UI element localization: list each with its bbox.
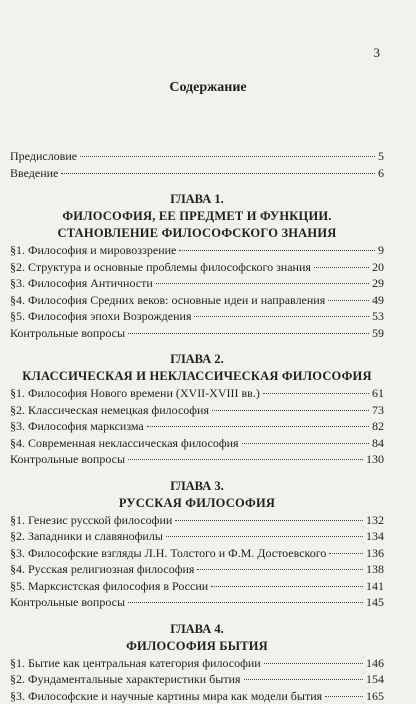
toc-entry-page: 134	[366, 528, 384, 545]
toc-entry	[10, 418, 384, 435]
toc-entry-title: §1. Философия и мировоззрение	[10, 242, 176, 259]
chapter-title: СТАНОВЛЕНИЕ ФИЛОСОФСКОГО ЗНАНИЯ	[10, 225, 384, 242]
toc-entry	[10, 594, 384, 611]
toc-entry	[10, 259, 384, 276]
dot-leader	[80, 156, 375, 157]
toc-entry-title: §4. Современная неклассическая философия	[10, 435, 239, 452]
chapter-heading	[10, 191, 384, 242]
toc-entry-page: 84	[372, 435, 384, 452]
chapter-title: КЛАССИЧЕСКАЯ И НЕКЛАССИЧЕСКАЯ ФИЛОСОФИЯ	[10, 368, 384, 385]
dot-leader	[242, 443, 369, 444]
chapter-label: ГЛАВА 2.	[10, 351, 384, 368]
toc-entry-page: 73	[372, 402, 384, 419]
toc-entry-page: 53	[372, 308, 384, 325]
toc-entry-title: §2. Западники и славянофилы	[10, 528, 163, 545]
toc-entry-page: 136	[366, 545, 384, 562]
toc-entry-title: §1. Философия Нового времени (XVII-XVIII вв.)	[10, 385, 260, 402]
toc-entry-page: 145	[366, 594, 384, 611]
toc-entry-page: 5	[378, 148, 384, 165]
toc-entry	[10, 528, 384, 545]
chapter-list	[10, 191, 384, 704]
toc-heading: Содержание	[0, 80, 416, 96]
toc-entry-page: 9	[378, 242, 384, 259]
toc-entry-title: Контрольные вопросы	[10, 325, 125, 342]
dot-leader	[128, 602, 363, 603]
toc-entry	[10, 402, 384, 419]
toc-entry-title: §3. Философские и научные картины мира как модели бытия	[10, 688, 322, 704]
toc-entry-page: 146	[366, 655, 384, 672]
toc-entry-title: §2. Фундаментальные характеристики бытия	[10, 671, 241, 688]
toc-entry-page: 61	[372, 385, 384, 402]
front-matter	[10, 148, 384, 181]
page-number: 3	[374, 45, 381, 61]
dot-leader	[61, 173, 375, 174]
toc-entry	[10, 308, 384, 325]
dot-leader	[147, 426, 369, 427]
toc-entry	[10, 561, 384, 578]
toc-entry	[10, 292, 384, 309]
chapter-label: ГЛАВА 3.	[10, 478, 384, 495]
dot-leader	[156, 283, 369, 284]
toc-entry	[10, 671, 384, 688]
dot-leader	[328, 300, 369, 301]
dot-leader	[194, 316, 369, 317]
toc-entry-page: 6	[378, 165, 384, 182]
toc-entry	[10, 578, 384, 595]
toc-entry-page: 154	[366, 671, 384, 688]
dot-leader	[212, 410, 369, 411]
toc-entry	[10, 325, 384, 342]
toc-entry-page: 132	[366, 512, 384, 529]
toc-entry	[10, 435, 384, 452]
toc-entry	[10, 512, 384, 529]
toc-entry-page: 141	[366, 578, 384, 595]
toc-entry-title: Контрольные вопросы	[10, 594, 125, 611]
toc-entry	[10, 165, 384, 182]
dot-leader	[314, 267, 369, 268]
chapter-heading	[10, 478, 384, 512]
toc-entry	[10, 655, 384, 672]
chapter-heading	[10, 351, 384, 385]
toc-entry-title: §3. Философия Античности	[10, 275, 153, 292]
toc-entry-title: §1. Бытие как центральная категория философии	[10, 655, 261, 672]
toc-entry	[10, 275, 384, 292]
toc-entry-title: §5. Марксистская философия в России	[10, 578, 208, 595]
toc-entry-title: §4. Русская религиозная философия	[10, 561, 194, 578]
toc-entry-page: 20	[372, 259, 384, 276]
toc-entry-title: §2. Классическая немецкая философия	[10, 402, 209, 419]
toc-entry-page: 49	[372, 292, 384, 309]
dot-leader	[264, 663, 363, 664]
dot-leader	[179, 250, 375, 251]
chapter-heading	[10, 621, 384, 655]
chapter-label: ГЛАВА 4.	[10, 621, 384, 638]
table-of-contents	[10, 148, 384, 704]
dot-leader	[263, 393, 369, 394]
dot-leader	[325, 696, 363, 697]
dot-leader	[128, 333, 369, 334]
dot-leader	[128, 459, 363, 460]
toc-entry	[10, 148, 384, 165]
toc-entry	[10, 385, 384, 402]
dot-leader	[329, 553, 363, 554]
chapter-title: ФИЛОСОФИЯ, ЕЕ ПРЕДМЕТ И ФУНКЦИИ.	[10, 208, 384, 225]
dot-leader	[211, 586, 363, 587]
dot-leader	[244, 679, 363, 680]
toc-entry	[10, 688, 384, 704]
toc-entry	[10, 451, 384, 468]
toc-entry-title: §5. Философия эпохи Возрождения	[10, 308, 191, 325]
dot-leader	[166, 536, 363, 537]
toc-entry-title: Предисловие	[10, 148, 77, 165]
chapter-label: ГЛАВА 1.	[10, 191, 384, 208]
chapter-title: РУССКАЯ ФИЛОСОФИЯ	[10, 495, 384, 512]
toc-entry-title: Контрольные вопросы	[10, 451, 125, 468]
toc-entry-title: §2. Структура и основные проблемы философского знания	[10, 259, 311, 276]
toc-entry-title: §3. Философия марксизма	[10, 418, 144, 435]
toc-entry-title: §4. Философия Средних веков: основные идеи и направления	[10, 292, 325, 309]
toc-entry-page: 82	[372, 418, 384, 435]
toc-entry	[10, 545, 384, 562]
toc-entry-page: 165	[366, 688, 384, 704]
toc-entry-page: 130	[366, 451, 384, 468]
toc-entry-title: §3. Философские взгляды Л.Н. Толстого и Ф.М. Достоевского	[10, 545, 326, 562]
toc-entry	[10, 242, 384, 259]
dot-leader	[197, 569, 363, 570]
toc-entry-title: §1. Генезис русской философии	[10, 512, 172, 529]
toc-entry-page: 29	[372, 275, 384, 292]
toc-entry-page: 59	[372, 325, 384, 342]
chapter-title: ФИЛОСОФИЯ БЫТИЯ	[10, 638, 384, 655]
toc-entry-page: 138	[366, 561, 384, 578]
dot-leader	[175, 520, 363, 521]
toc-entry-title: Введение	[10, 165, 58, 182]
